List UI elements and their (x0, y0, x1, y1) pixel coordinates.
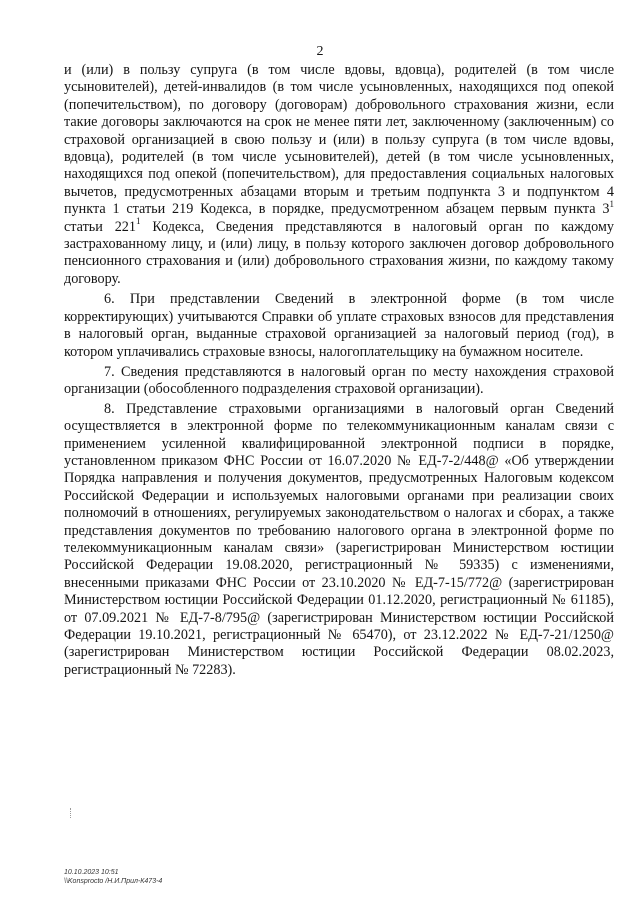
paragraph-continuation-part-3: Кодекса, Сведения представляются в налоговый орган по каждому застрахованному лицу, и (или) лицу, в пользу которого заключен договор добровольного пенсионного страхования и (или) добровольного страхования жизни, по каждому такому договору. (64, 218, 614, 287)
footer (64, 868, 162, 886)
paragraph-continuation-part-2: статьи 221 (64, 218, 136, 235)
superscript-1: 1 (609, 198, 614, 209)
footer-path: \\Konsprocto /Н.И.Прил-К473-4 (64, 878, 163, 885)
paragraph-continuation-part-1: и (или) в пользу супруга (в том числе вдовы, вдовца), родителей (в том числе усыновителей), детей-инвалидов (в том числе усыновленных, находящихся под опекой (попечительством), по договору (договорам) добровольного страхования жизни, если такие договоры заключаются на срок не менее пяти лет, заключенному (заключенным) со страховой организацией в свою пользу и (или) в пользу супруга (в том числе вдовы, вдовца), родителей (в том числе усыновителей), детей (в том числе усыновленных, находящихся под опекой (попечительством), для предоставления социальных налоговых вычетов, предусмотренных абзацами вторым и третьим подпункта 3 и подпунктом 4 пункта 1 статьи 219 Кодекса, в порядке, предусмотренном абзацем первым пункта 3 (64, 62, 614, 218)
paragraph-6: 6. При представлении Сведений в электронной форме (в том числе корректирующих) учитываются Справки об уплате страховых взносов для представления в налоговый орган, выданные страховой организацией за налоговый период (год), в котором уплачивались страховые взносы, налогоплательщику на бумажном носителе. (64, 291, 614, 360)
document-body (64, 62, 614, 679)
paragraph-8: 8. Представление страховыми организациями в налоговый орган Сведений осуществляется в электронной форме по телекоммуникационным каналам связи с применением усиленной квалифицированной электронной подписи в порядке, установленном приказом ФНС России от 16.07.2020 № ЕД-7-2/448@ «Об утверждении Порядка направления и получения документов, предусмотренных Налоговым кодексом Российской Федерации и используемых налоговыми органами при реализации своих полномочий в отношениях, регулируемых законодательством о налогах и сборах, а также представления документов по требованию налогового органа в электронной форме по телекоммуникационным каналам связи» (зарегистрирован Министерством юстиции Российской Федерации 19.08.2020, регистрационный № 59335) с изменениями, внесенными приказами ФНС России от 23.10.2020 № ЕД-7-15/772@ (зарегистрирован Министерством юстиции Российской Федерации 01.12.2020, регистрационный № 61185), от 07.09.2021 № ЕД-7-8/795@ (зарегистрирован Министерством юстиции Российской Федерации 19.10.2021, регистрационный № 65470), от 23.12.2022 № ЕД-7-21/1250@ (зарегистрирован Министерством юстиции Российской Федерации 08.02.2023, регистрационный № 72283). (64, 400, 614, 678)
paragraph-continuation (64, 62, 614, 288)
page-number: 2 (316, 44, 324, 59)
scan-mark (70, 808, 75, 818)
footer-date: 10.10.2023 10:51 (64, 869, 119, 876)
paragraph-7: 7. Сведения представляются в налоговый орган по месту нахождения страховой организации (обособленного подразделения страховой организации). (64, 363, 614, 398)
superscript-2: 1 (136, 215, 141, 226)
